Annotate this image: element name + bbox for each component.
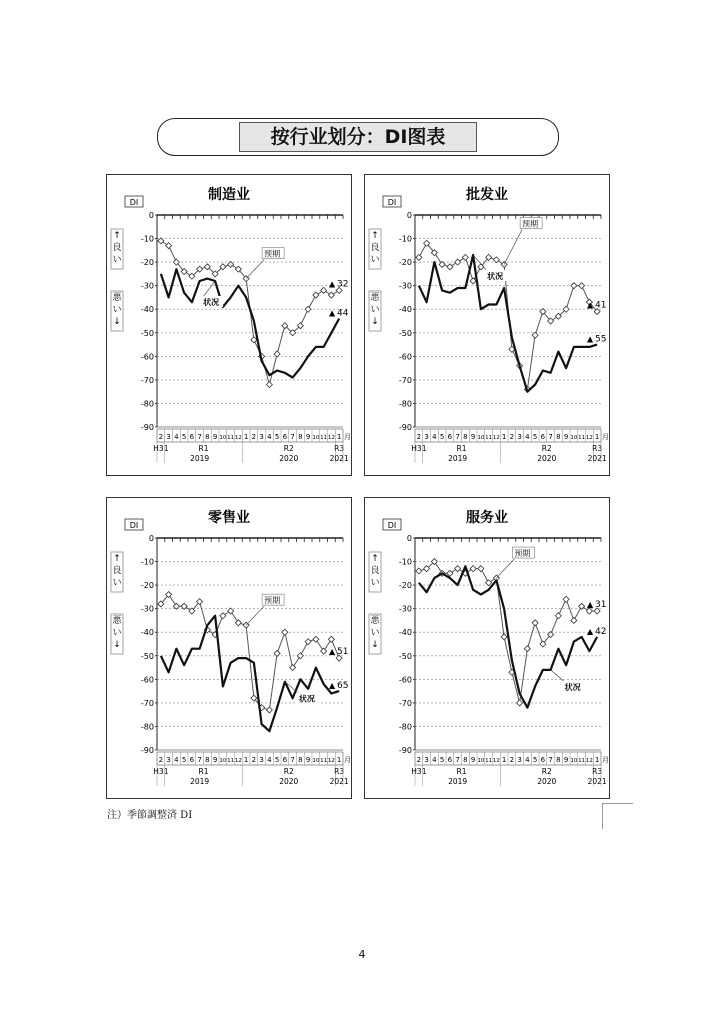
x-tick-label: 4 [525,756,530,764]
up-label-char: い [112,578,122,588]
forecast-point [517,700,523,706]
x-tick-label: 4 [525,433,530,441]
end-marker: ▲ [587,600,594,610]
x-tick-label: 1 [243,433,249,441]
chart-title: 服务业 [466,510,508,526]
forecast-point [563,596,569,602]
forecast-point [282,629,288,635]
y-tick-label: -30 [398,281,412,291]
series-status-line [161,616,339,732]
x-tick-label: 11 [320,435,328,441]
x-tick-label: 4 [174,756,179,764]
era-label: R1 [456,444,467,453]
y-tick-label: -10 [140,234,154,244]
x-tick-label: 10 [570,758,578,764]
y-tick-label: -50 [140,328,154,338]
era-label: R3 [334,767,345,776]
y-tick-label: -30 [140,604,154,614]
y-tick-label: -40 [398,628,412,638]
y-tick-label: -10 [398,234,412,244]
footnote: 注）季節調整済 DI [107,810,193,821]
series-label: 预期 [264,249,281,259]
callout-leader [246,260,264,279]
x-tick-label: 8 [298,433,303,441]
down-label-char: い [370,305,380,315]
forecast-point [532,620,538,626]
callout-leader [551,670,565,682]
forecast-point [447,264,453,270]
down-label-char: ↓ [113,317,121,327]
forecast-point [321,287,327,293]
x-tick-label: 3 [259,756,264,764]
forecast-point [313,636,319,642]
x-tick-label: 9 [470,756,476,764]
series-forecast-line [161,595,339,711]
x-tick-label: 2 [509,756,515,764]
x-tick-label: 7 [548,433,553,441]
x-tick-label: 8 [556,756,561,764]
x-tick-label: 3 [424,433,429,441]
y-tick-label: -70 [398,698,412,708]
era-label: R2 [283,444,294,453]
x-tick-label: 4 [267,756,272,764]
y-tick-label: -40 [140,305,154,315]
down-label-char: 悪 [370,293,380,303]
forecast-point [166,243,172,249]
era-label: H31 [411,444,427,453]
down-label-char: 悪 [112,293,122,303]
month-unit: 月 [602,756,609,764]
forecast-point [220,613,226,619]
callout-leader [504,229,522,264]
forecast-point [579,283,585,289]
x-tick-label: 7 [197,433,202,441]
forecast-point [321,648,327,654]
y-tick-label: -90 [398,423,412,432]
series-label: 状况 [487,272,504,282]
series-label: 状况 [564,682,581,692]
x-tick-label: 8 [205,433,210,441]
x-tick-label: 11 [227,435,235,441]
chart-panel-wholesale [364,174,610,476]
y-tick-label: 0 [148,211,154,220]
x-tick-label: 4 [432,433,437,441]
year-label: 2020 [279,454,299,463]
y-tick-label: -20 [140,258,154,268]
era-label: R1 [456,767,467,776]
x-tick-label: 11 [578,758,586,764]
forecast-point [455,566,461,572]
x-tick-label: 8 [298,756,303,764]
y-tick-label: -20 [398,258,412,268]
chart-svg [107,175,351,475]
year-label: 2020 [537,454,557,463]
y-axis-title: DI [129,521,139,530]
up-label-char: い [112,255,122,265]
forecast-point [470,566,476,572]
down-label-char: ↓ [371,640,379,650]
x-tick-label: 2 [158,756,164,764]
x-tick-label: 12 [234,435,242,441]
forecast-point [251,337,257,343]
down-label-char: い [112,628,122,638]
year-label: 2020 [537,777,557,786]
up-label-char: 良 [112,243,122,253]
chart-title: 制造业 [208,187,250,203]
forecast-point [486,580,492,586]
forecast-point [313,292,319,298]
x-tick-label: 4 [432,756,437,764]
x-tick-label: 10 [477,758,485,764]
x-tick-label: 10 [477,435,485,441]
x-tick-label: 3 [259,433,264,441]
forecast-point [501,634,507,640]
y-tick-label: -10 [140,557,154,567]
forecast-point [228,608,234,614]
year-label: 2019 [190,454,210,463]
year-label: 2021 [587,454,607,463]
x-tick-label: 10 [312,758,320,764]
forecast-point [493,257,499,263]
x-tick-label: 6 [540,756,546,764]
forecast-point [501,261,507,267]
forecast-point [455,259,461,265]
y-axis-title: DI [387,198,397,207]
x-tick-label: 3 [166,756,171,764]
x-tick-label: 1 [501,433,507,441]
x-tick-label: 6 [189,433,195,441]
forecast-point [328,636,334,642]
x-tick-label: 10 [312,435,320,441]
x-tick-label: 9 [305,756,311,764]
x-tick-label: 9 [470,433,476,441]
x-tick-label: 12 [492,758,500,764]
down-label-char: ↓ [113,640,121,650]
x-tick-label: 8 [463,756,468,764]
x-tick-label: 5 [181,433,187,441]
x-tick-label: 7 [197,756,202,764]
forecast-point [555,613,561,619]
y-tick-label: -80 [140,722,154,732]
y-tick-label: -30 [398,604,412,614]
end-value-label: 44 [337,308,349,319]
year-label: 2021 [329,777,349,786]
x-tick-label: 10 [219,758,227,764]
end-marker: ▲ [329,681,336,691]
x-tick-label: 2 [416,433,422,441]
forecast-point [274,351,280,357]
x-tick-label: 11 [320,758,328,764]
x-tick-label: 2 [158,433,164,441]
x-tick-label: 12 [585,435,593,441]
forecast-point [266,707,272,713]
down-label-char: い [370,628,380,638]
x-tick-label: 8 [556,433,561,441]
y-tick-label: -60 [140,352,154,362]
x-tick-label: 9 [212,756,218,764]
y-tick-label: -30 [140,281,154,291]
x-tick-label: 1 [594,433,600,441]
y-tick-label: -80 [398,399,412,409]
end-marker: ▲ [587,300,594,310]
era-label: H31 [153,767,169,776]
y-tick-label: -50 [140,651,154,661]
y-axis-title: DI [129,198,139,207]
forecast-point [274,650,280,656]
x-tick-label: 5 [274,433,280,441]
corner-mark [602,803,633,829]
x-tick-label: 1 [594,756,600,764]
down-label-char: い [112,305,122,315]
y-tick-label: -90 [398,746,412,755]
forecast-point [328,292,334,298]
forecast-point [462,254,468,260]
end-value-label: 55 [595,334,607,345]
x-tick-label: 9 [563,433,569,441]
x-tick-label: 7 [290,756,295,764]
year-label: 2019 [190,777,210,786]
x-tick-label: 5 [274,756,280,764]
era-label: H31 [411,767,427,776]
end-value-label: 31 [595,600,607,611]
x-tick-label: 6 [540,433,546,441]
x-tick-label: 5 [439,433,445,441]
era-label: R3 [334,444,345,453]
up-label-char: ↑ [371,554,379,564]
y-tick-label: 0 [148,534,154,543]
series-label: 状况 [203,297,220,307]
end-value-label: 42 [595,626,607,637]
series-label: 预期 [514,549,531,559]
x-tick-label: 6 [282,756,288,764]
y-tick-label: -80 [140,399,154,409]
y-tick-label: -90 [140,746,154,755]
up-label-char: 良 [370,243,380,253]
x-tick-label: 5 [439,756,445,764]
page-title: 按行业划分：DI图表 [239,122,477,152]
y-tick-label: -60 [398,352,412,362]
y-axis-title: DI [387,521,397,530]
y-tick-label: -40 [398,305,412,315]
end-value-label: 65 [337,681,349,692]
y-tick-label: -90 [140,423,154,432]
x-tick-label: 10 [219,435,227,441]
month-unit: 月 [602,433,609,441]
chart-panel-retail [106,497,352,799]
x-tick-label: 9 [305,433,311,441]
up-label-char: 良 [370,566,380,576]
up-label-char: い [370,255,380,265]
forecast-point [470,278,476,284]
up-label-char: い [370,578,380,588]
x-tick-label: 7 [455,433,460,441]
series-label: 状况 [298,694,315,704]
chart-title: 批发业 [466,187,508,203]
era-label: R2 [283,767,294,776]
chart-title: 零售业 [208,510,250,526]
page-number: 4 [358,948,366,961]
x-tick-label: 10 [570,435,578,441]
x-tick-label: 2 [251,433,257,441]
era-label: H31 [153,444,169,453]
y-tick-label: -20 [140,581,154,591]
forecast-point [305,639,311,645]
end-value-label: 32 [337,279,349,290]
end-marker: ▲ [329,647,336,657]
era-label: R2 [541,767,552,776]
title-frame [157,118,559,156]
era-label: R1 [198,444,209,453]
forecast-point [447,570,453,576]
x-tick-label: 1 [501,756,507,764]
era-label: R3 [592,444,603,453]
x-tick-label: 3 [424,756,429,764]
chart-panel-service [364,497,610,799]
era-label: R1 [198,767,209,776]
forecast-point [305,306,311,312]
x-tick-label: 3 [517,433,522,441]
x-tick-label: 12 [327,435,335,441]
chart-svg [365,175,609,475]
month-unit: 月 [344,433,351,441]
y-tick-label: -60 [140,675,154,685]
down-label-char: 悪 [112,616,122,626]
forecast-point [532,332,538,338]
era-label: R2 [541,444,552,453]
x-tick-label: 2 [251,756,257,764]
forecast-point [290,665,296,671]
x-tick-label: 3 [517,756,522,764]
x-tick-label: 2 [509,433,515,441]
end-marker: ▲ [329,308,336,318]
down-label-char: 悪 [370,616,380,626]
end-marker: ▲ [587,626,594,636]
x-tick-label: 9 [212,433,218,441]
x-tick-label: 1 [243,756,249,764]
end-value-label: 41 [595,300,607,311]
y-tick-label: -10 [398,557,412,567]
chart-svg [107,498,351,798]
forecast-point [416,568,422,574]
year-label: 2019 [448,777,468,786]
end-marker: ▲ [329,279,336,289]
x-tick-label: 1 [336,756,342,764]
y-tick-label: -70 [140,375,154,385]
x-tick-label: 4 [174,433,179,441]
end-marker: ▲ [587,334,594,344]
callout-leader [203,281,215,297]
forecast-point [297,653,303,659]
series-forecast-line [161,241,339,385]
x-tick-label: 7 [548,756,553,764]
y-tick-label: -50 [398,651,412,661]
series-label: 预期 [522,219,539,229]
forecast-point [524,646,530,652]
x-tick-label: 4 [267,433,272,441]
x-tick-label: 8 [205,756,210,764]
x-tick-label: 7 [290,433,295,441]
x-tick-label: 3 [166,433,171,441]
callout-leader [246,606,264,625]
x-tick-label: 11 [485,435,493,441]
y-tick-label: 0 [406,211,412,220]
up-label-char: 良 [112,566,122,576]
callout-leader [496,559,514,578]
month-unit: 月 [344,756,351,764]
forecast-point [478,566,484,572]
year-label: 2021 [329,454,349,463]
forecast-point [266,382,272,388]
x-tick-label: 6 [282,433,288,441]
x-tick-label: 6 [189,756,195,764]
y-tick-label: -50 [398,328,412,338]
x-tick-label: 12 [492,435,500,441]
down-label-char: ↓ [371,317,379,327]
y-tick-label: -60 [398,675,412,685]
x-tick-label: 5 [532,433,538,441]
y-tick-label: 0 [406,534,412,543]
forecast-point [416,254,422,260]
chart-svg [365,498,609,798]
series-label: 预期 [264,596,281,606]
x-tick-label: 11 [485,758,493,764]
up-label-char: ↑ [371,231,379,241]
x-tick-label: 12 [234,758,242,764]
forecast-point [571,617,577,623]
x-tick-label: 11 [227,758,235,764]
forecast-point [235,620,241,626]
x-tick-label: 6 [447,756,453,764]
chart-panel-manufacturing [106,174,352,476]
x-tick-label: 1 [336,433,342,441]
x-tick-label: 11 [578,435,586,441]
x-tick-label: 12 [585,758,593,764]
y-tick-label: -40 [140,628,154,638]
x-tick-label: 6 [447,433,453,441]
y-tick-label: -70 [140,698,154,708]
end-value-label: 51 [337,647,349,658]
forecast-point [228,261,234,267]
up-label-char: ↑ [113,554,121,564]
x-tick-label: 12 [327,758,335,764]
y-tick-label: -70 [398,375,412,385]
x-tick-label: 2 [416,756,422,764]
up-label-char: ↑ [113,231,121,241]
year-label: 2019 [448,454,468,463]
x-tick-label: 5 [532,756,538,764]
series-status-line [419,255,597,392]
forecast-point [571,283,577,289]
y-tick-label: -80 [398,722,412,732]
y-tick-label: -20 [398,581,412,591]
x-tick-label: 5 [181,756,187,764]
x-tick-label: 9 [563,756,569,764]
year-label: 2020 [279,777,299,786]
x-tick-label: 8 [463,433,468,441]
x-tick-label: 7 [455,756,460,764]
year-label: 2021 [587,777,607,786]
era-label: R3 [592,767,603,776]
